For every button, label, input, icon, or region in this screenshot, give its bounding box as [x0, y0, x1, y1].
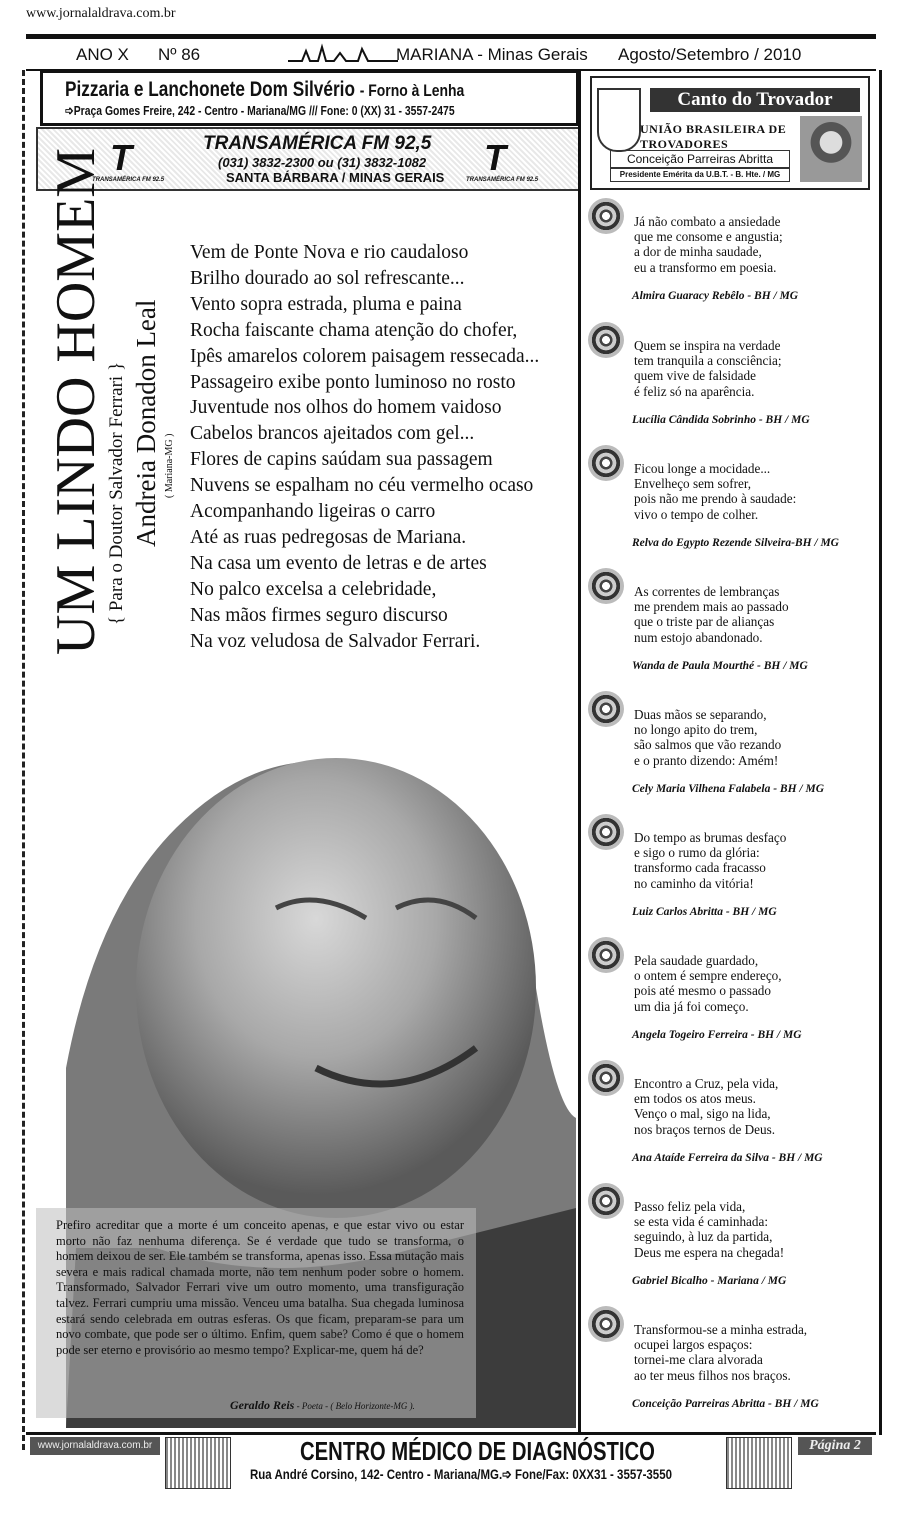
- radio-ad: [36, 127, 580, 191]
- trova-line: tem tranquila a consciência;: [634, 353, 782, 369]
- trova-author: Luiz Carlos Abritta - BH / MG: [632, 906, 777, 918]
- poem-line: Acompanhando ligeiras o carro: [190, 501, 436, 523]
- trova-verse: [634, 1322, 807, 1383]
- issue-year: ANO X: [76, 45, 129, 64]
- trova-line: Ficou longe a mocidade...: [634, 461, 771, 476]
- poem-line: No palco excelsa a celebridade,: [190, 578, 437, 600]
- poem-line: Brilho dourado ao sol refrescante...: [190, 267, 465, 289]
- trova-line: ao ter meus filhos nos braços.: [634, 1367, 791, 1383]
- masthead: [26, 34, 876, 71]
- poem-line: Juventude nos olhos do homem vaidoso: [190, 397, 502, 419]
- skyline-logo: [288, 43, 398, 63]
- footer-rule: [26, 1432, 876, 1435]
- trova-line: o ontem é sempre endereço,: [634, 968, 782, 984]
- trova-line: Deus me espera na chegada!: [634, 1244, 785, 1260]
- trova-author: Lucília Cândida Sobrinho - BH / MG: [632, 414, 810, 426]
- ubt-crest-icon: [597, 88, 641, 152]
- trova-line: Venço o mal, sigo na lida,: [634, 1106, 771, 1122]
- issue-date: Agosto/Setembro / 2010: [618, 45, 802, 64]
- trova-line: em todos os atos meus.: [634, 1091, 756, 1107]
- rose-icon: [588, 322, 624, 358]
- trova-line: que me consome e angustia;: [634, 229, 783, 245]
- trova-line: Já não combato a ansiedade: [634, 214, 781, 229]
- rose-icon: [588, 1306, 624, 1342]
- trova-line: nos braços ternos de Deus.: [634, 1121, 775, 1137]
- trova-verse: [634, 214, 783, 275]
- page-number: Página 2: [798, 1437, 872, 1455]
- trova-verse: [634, 338, 782, 399]
- cmd-logo-left: [165, 1437, 231, 1489]
- radio-phones: (031) 3832-2300 ou (31) 3832-1082: [218, 155, 427, 170]
- poem-line: Rocha faiscante chama atenção do chofer,: [190, 319, 518, 341]
- editor-role: Presidente Emérita da U.B.T. - B. Hte. / MG: [610, 168, 790, 182]
- poem-line: Até as ruas pedregosas de Mariana.: [190, 526, 467, 548]
- trova-author: Ana Ataíde Ferreira da Silva - BH / MG: [632, 1152, 823, 1164]
- trova-author: Wanda de Paula Mourthé - BH / MG: [632, 660, 808, 672]
- trova-line: Encontro a Cruz, pela vida,: [634, 1076, 779, 1091]
- trovador-title: Canto do Trovador: [650, 88, 860, 112]
- trova-line: As correntes de lembranças: [634, 584, 780, 599]
- trova-line: Do tempo as brumas desfaço: [634, 830, 787, 845]
- trova-line: no longo apito do trem,: [634, 722, 758, 738]
- rose-icon: [588, 937, 624, 973]
- rose-icon: [588, 1060, 624, 1096]
- poem-line: Passageiro exibe ponto luminoso no rosto: [190, 371, 516, 393]
- trova-verse: [634, 1076, 778, 1137]
- editor-portrait: [800, 116, 862, 182]
- pizzaria-address: ➩Praça Gomes Freire, 242 - Centro - Mariana/MG /// Fone: 0 (XX) 31 - 3557-2475: [65, 103, 455, 118]
- trova-line: me prendem mais ao passado: [634, 599, 789, 615]
- caption-author: Geraldo Reis - Poeta - ( Belo Horizonte-MG ).: [230, 1398, 415, 1412]
- issue-number: Nº 86: [158, 45, 201, 64]
- poem-line: Na casa um evento de letras e de artes: [190, 552, 487, 574]
- poem-line: Vento sopra estrada, pluma e paina: [190, 293, 462, 315]
- cmd-address: Rua André Corsino, 142- Centro - Mariana/MG.➩ Fone/Fax: 0XX31 - 3557-3550: [250, 1466, 672, 1482]
- poem-author-place: ( Mariana-MG ): [164, 433, 175, 498]
- rose-icon: [588, 445, 624, 481]
- trova-line: no caminho da vitória!: [634, 875, 754, 891]
- rose-icon: [588, 198, 624, 234]
- left-border: [22, 70, 25, 1450]
- poem-author: Andreia Donadon Leal: [131, 299, 161, 547]
- poem-line: Ipês amarelos colorem paisagem ressecada...: [190, 345, 540, 367]
- trova-line: um dia já foi começo.: [634, 998, 749, 1014]
- trova-line: transformo cada fracasso: [634, 860, 766, 876]
- trova-line: Pela saudade guardado,: [634, 953, 759, 968]
- trova-line: ocupei largos espaços:: [634, 1337, 753, 1353]
- radio-logo-right: T TRANSAMÉRICA FM 92.5: [466, 137, 539, 183]
- cmd-logo-right: [726, 1437, 792, 1489]
- trova-verse: [634, 830, 786, 891]
- trova-verse: [634, 953, 782, 1014]
- trova-line: e sigo o rumo da glória:: [634, 845, 760, 861]
- trova-line: é feliz só na aparência.: [634, 383, 755, 399]
- trova-author: Conceição Parreiras Abritta - BH / MG: [632, 1398, 819, 1410]
- poem-line: Vem de Ponte Nova e rio caudaloso: [190, 242, 469, 263]
- trova-line: Quem se inspira na verdade: [634, 338, 781, 353]
- photo-caption: Prefiro acreditar que a morte é um conceito apenas, e que estar vivo ou estar morto não faz nenhuma diferença. Se é verdade que tudo se transforma, o homem deixou de ser. Ele também se transforma, apenas isso. Essa mutação mais severa e mais radical chamada morte, não tem nenhum poder sobre o homem. Transformado, Salvador Ferrari vive um outro momento, uma transfiguração talvez. Ferrari cumpriu uma missão. Venceu uma batalha. Sua chegada luminosa estará sendo celebrada em outras esferas. Os que ficam, preparam-se para um novo combate, que pode ser o último. Enfim, quem sabe? Como é que o homem pode ser eterno e provisório ao mesmo tempo? Explicar-me, quem há de?: [56, 1218, 464, 1357]
- cmd-title: CENTRO MÉDICO DE DIAGNÓSTICO: [300, 1436, 655, 1466]
- trova-line: num estojo abandonado.: [634, 629, 763, 645]
- radio-city: SANTA BÁRBARA / MINAS GERAIS: [226, 170, 445, 185]
- radio-logo-left: T TRANSAMÉRICA FM 92.5: [92, 137, 165, 183]
- rose-icon: [588, 691, 624, 727]
- trova-line: quem vive de falsidade: [634, 368, 756, 384]
- trova-line: seguindo, à luz da partida,: [634, 1229, 773, 1245]
- rose-icon: [588, 814, 624, 850]
- poem-line: Nas mãos firmes seguro discurso: [190, 604, 448, 626]
- ubt-name: UNIÃO BRASILEIRA DE TROVADORES: [640, 122, 787, 151]
- poem-dedication: { Para o Doutor Salvador Ferrari }: [106, 361, 127, 625]
- trova-author: Relva do Egypto Rezende Silveira-BH / MG: [632, 537, 839, 549]
- poem-title: UM LINDO HOMEM: [45, 147, 107, 655]
- rose-icon: [588, 568, 624, 604]
- trova-author: Gabriel Bicalho - Mariana / MG: [632, 1275, 787, 1287]
- trova-line: Transformou-se a minha estrada,: [634, 1322, 808, 1337]
- footer-url: www.jornalaldrava.com.br: [30, 1437, 160, 1455]
- trova-verse: [634, 584, 789, 645]
- trova-line: a dor de minha saudade,: [634, 244, 762, 260]
- trova-line: Passo feliz pela vida,: [634, 1199, 746, 1214]
- trova-line: tornei-me clara alvorada: [634, 1352, 763, 1368]
- poem-line: Na voz veludosa de Salvador Ferrari.: [190, 630, 481, 652]
- poem-line: Flores de capins saúdam sua passagem: [190, 449, 493, 471]
- trova-verse: [634, 707, 781, 768]
- trova-author: Almira Guaracy Rebêlo - BH / MG: [632, 290, 799, 302]
- trova-line: pois não me prendo à saudade:: [634, 491, 797, 507]
- trova-author: Angela Togeiro Ferreira - BH / MG: [632, 1029, 802, 1041]
- trova-verse: [634, 1199, 784, 1260]
- trova-author: Cely Maria Vilhena Falabela - BH / MG: [632, 783, 825, 795]
- trova-line: Duas mãos se separando,: [634, 707, 767, 722]
- trova-line: eu a transformo em poesia.: [634, 259, 777, 275]
- pizzaria-ad: [40, 70, 579, 126]
- trovador-header: [590, 76, 870, 190]
- poem-line: Nuvens se espalham no céu vermelho ocaso: [190, 475, 534, 497]
- trova-verse: [634, 461, 796, 522]
- trova-line: pois até mesmo o passado: [634, 983, 771, 999]
- city: MARIANA - Minas Gerais: [396, 45, 588, 64]
- trova-line: Envelheço sem sofrer,: [634, 476, 752, 492]
- pizzaria-title: Pizzaria e Lanchonete Dom Silvério - Forno à Lenha: [65, 78, 465, 101]
- trova-line: e o pranto dizendo: Amém!: [634, 752, 779, 768]
- trova-line: se esta vida é caminhada:: [634, 1214, 769, 1230]
- site-url: www.jornalaldrava.com.br: [26, 6, 176, 21]
- editor-name: Conceição Parreiras Abritta: [610, 150, 790, 168]
- trova-line: que o triste par de alianças: [634, 614, 775, 630]
- poem-body: [190, 240, 539, 655]
- radio-name: TRANSAMÉRICA FM 92,5: [203, 133, 432, 154]
- trova-line: vivo o tempo de colher.: [634, 506, 759, 522]
- rose-icon: [588, 1183, 624, 1219]
- trova-line: são salmos que vão rezando: [634, 737, 782, 753]
- poem-line: Cabelos brancos ajeitados com gel...: [190, 423, 475, 445]
